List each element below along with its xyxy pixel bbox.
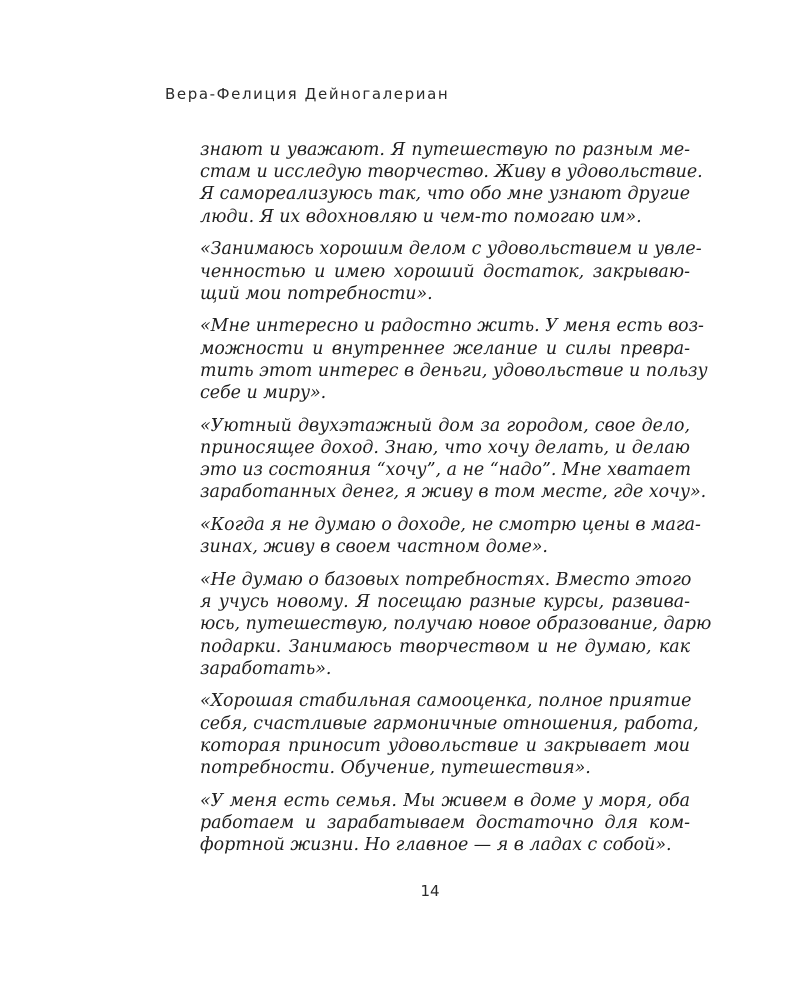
text-line: фортной жизни. Но главное — я в ладах с собой».	[200, 835, 672, 856]
text-line: «Хорошая стабильная самооценка, полное приятие	[200, 691, 692, 712]
text-line: юсь, путешествую, получаю новое образование, дарю	[200, 614, 712, 635]
text-line: тить этот интерес в деньги, удовольствие и пользу	[200, 360, 708, 381]
text-line: «Когда я не думаю о доходе, не смотрю цены в мага-	[200, 515, 701, 536]
paragraph	[200, 415, 707, 504]
paragraph	[200, 139, 703, 228]
text-line: «Уютный двухэтажный дом за городом, свое дело,	[200, 415, 690, 436]
text-line: себе и миру».	[200, 383, 327, 404]
text-line: потребности. Обучение, путешествия».	[200, 758, 591, 779]
text-line: заработанных денег, я живу в том месте, где хочу».	[200, 482, 707, 503]
text-line: это из состояния “хочу”, а не “надо”. Мне хватает	[200, 460, 691, 481]
text-line: которая приносит удовольствие и закрывает мои	[200, 735, 690, 756]
text-line: щий мои потребности».	[200, 283, 433, 304]
text-line: «Занимаюсь хорошим делом с удовольствием и увле-	[200, 239, 702, 260]
text-line: «У меня есть семья. Мы живем в доме у моря, оба	[200, 790, 690, 811]
text-line: «Не думаю о базовых потребностях. Вместо этого	[200, 569, 692, 590]
text-line: знают и уважают. Я путешествую по разным ме-	[200, 140, 690, 160]
paragraph	[200, 514, 701, 558]
paragraph	[200, 315, 708, 404]
text-line: работаем и зарабатываем достаточно для ком-	[200, 812, 690, 833]
paragraph	[200, 790, 690, 857]
text-line: Я самореализуюсь так, что обо мне узнают другие	[200, 184, 690, 205]
text-line: стам и исследую творчество. Живу в удовольствие.	[200, 162, 703, 183]
text-line: я учусь новому. Я посещаю разные курсы, развива-	[200, 592, 690, 613]
paragraph	[200, 569, 712, 680]
page-number: 14	[420, 882, 440, 900]
text-line: приносящее доход. Знаю, что хочу делать, и делаю	[200, 437, 690, 458]
text-line: ченностью и имею хороший достаток, закрываю-	[200, 261, 690, 282]
paragraph	[200, 690, 699, 779]
text-line: себя, счастливые гармоничные отношения, работа,	[200, 713, 699, 734]
running-head-author: Вера-Фелиция Дейногалериан	[165, 85, 450, 103]
text-line: люди. Я их вдохновляю и чем-то помогаю им».	[200, 206, 642, 227]
text-line: заработать».	[200, 658, 332, 679]
text-line: зинах, живу в своем частном доме».	[200, 537, 548, 558]
text-line: «Мне интересно и радостно жить. У меня есть воз-	[200, 316, 704, 337]
paragraph	[200, 238, 702, 305]
text-line: подарки. Занимаюсь творчеством и не думаю, как	[200, 636, 690, 657]
body-text	[200, 139, 712, 867]
text-line: можности и внутреннее желание и силы превра-	[200, 338, 690, 359]
